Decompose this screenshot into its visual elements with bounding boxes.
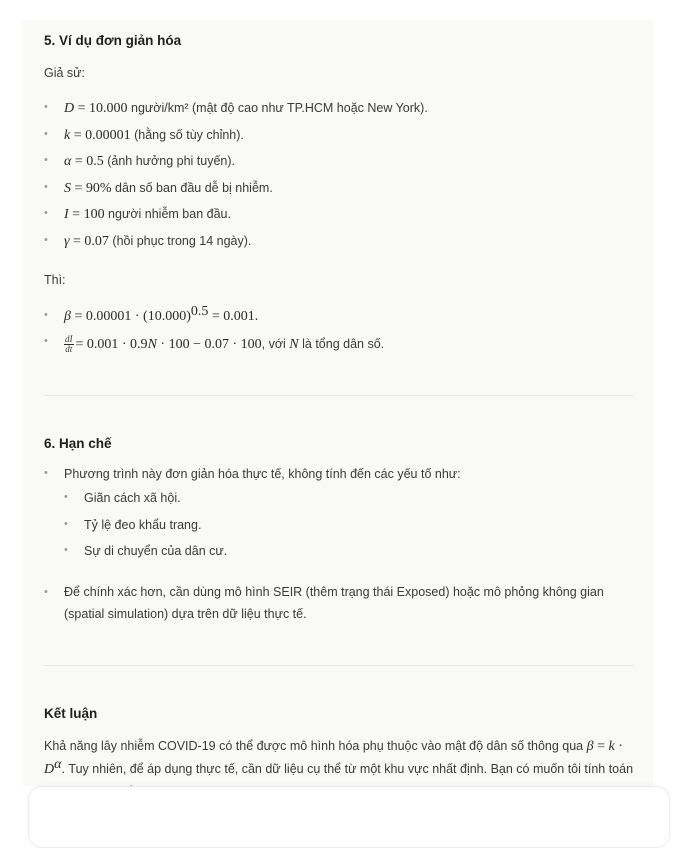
assumptions-list xyxy=(44,101,634,260)
beta-result-item: • $\beta = 0.00001 \cdot (10.000)^{0.5} = 0.001$. xyxy=(44,309,634,335)
chat-input-card[interactable] xyxy=(28,786,670,848)
conclusion-text: Khả năng lây nhiễm COVID-19 có thể được mô hình hóa phụ thuộc vào mật độ dân số thông qua $\beta = k \cdot D^\alpha$. Tuy nhiên, để áp dụng thực tế, cần dữ liệu cụ thể từ một khu vực nhất định. Bạn có muốn tôi tính toán xyxy=(44,739,634,777)
limitations-list xyxy=(44,467,634,571)
limitations-list-2 xyxy=(44,581,634,625)
list-item: • γ = 0.07 (hồi phục trong 14 ngày). xyxy=(44,234,634,261)
factors-list xyxy=(64,491,634,571)
then-label: Thì: xyxy=(44,273,66,287)
list-item: • k = 0.00001 (hằng số tùy chỉnh). xyxy=(44,128,634,155)
list-item: • Phương trình này đơn giản hóa thực tế, không tính đến các yếu tố như: • Giãn cách xã hội. • Tỷ lệ đeo khẩu trang. • Sự di chuyển của dân cư. xyxy=(44,467,634,571)
conclusion-title: Kết luận xyxy=(44,706,98,721)
section-5-title: 5. Ví dụ đơn giản hóa xyxy=(44,33,182,48)
derivative-fraction: • $\frac{dI}{dt}$ xyxy=(65,334,73,354)
section-6-title: 6. Hạn chế xyxy=(44,436,112,451)
results-list xyxy=(44,303,634,361)
list-item: • Giãn cách xã hội. xyxy=(64,491,634,518)
list-item: • S = 90% dân số ban đầu dễ bị nhiễm. xyxy=(44,181,634,208)
derivative-item: • $\frac{dI}{dt}$ = 0.001 · 0.9N · 100 − 0.07 · 100, với N là tổng dân số. xyxy=(44,335,634,361)
section-divider xyxy=(44,395,633,396)
list-item: • Sự di chuyển của dân cư. xyxy=(64,544,634,571)
list-item: • I = 100 người nhiễm ban đầu. xyxy=(44,207,634,234)
list-item: • D = 10.000 người/km² (mật độ cao như TP.HCM hoặc New York). xyxy=(44,101,634,128)
list-item: • Để chính xác hơn, cần dùng mô hình SEIR (thêm trạng thái Exposed) hoặc mô phỏng không gian (spatial simulation) dựa trên dữ liệu thực tế. xyxy=(44,581,634,625)
list-item: • α = 0.5 (ảnh hưởng phi tuyến). xyxy=(44,154,634,181)
list-item: • Tỷ lệ đeo khẩu trang. xyxy=(64,518,634,545)
section-divider xyxy=(44,665,633,666)
section-5-intro: Giả sử: xyxy=(44,66,86,80)
